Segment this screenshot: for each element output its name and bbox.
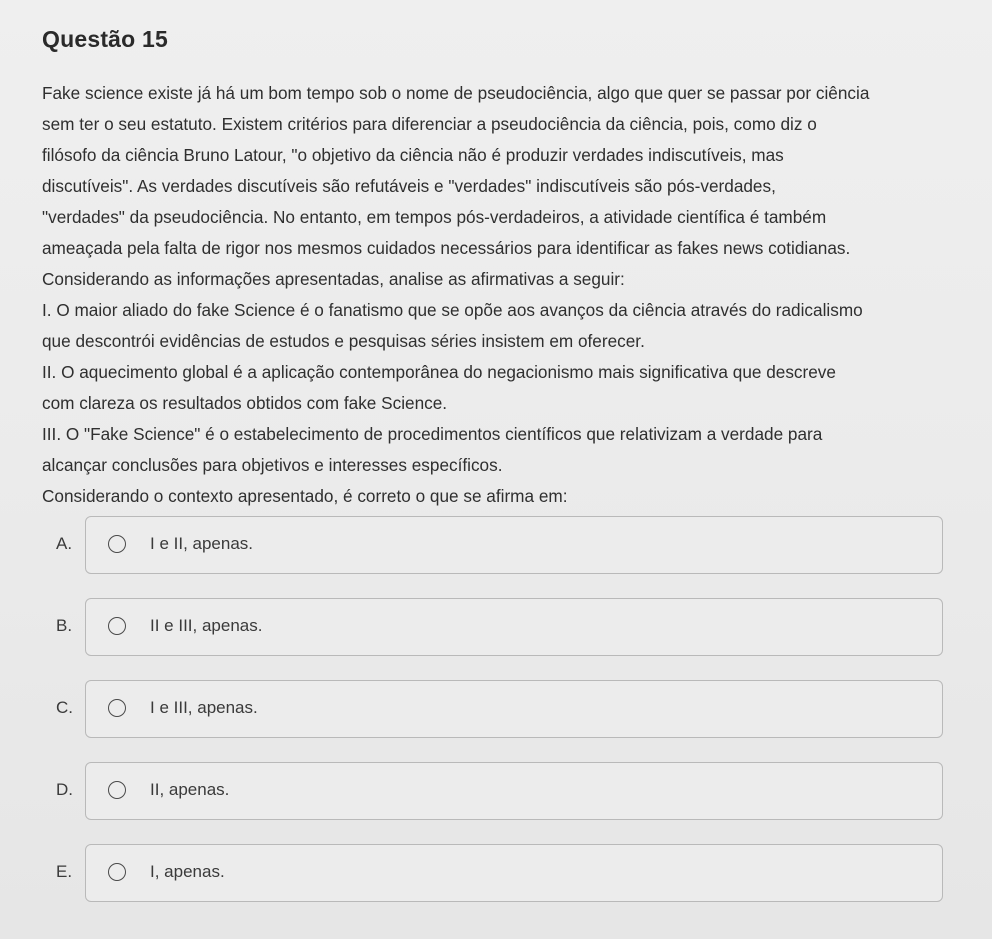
statement-line: ameaçada pela falta de rigor nos mesmos cuidados necessários para identificar as fakes news cotidianas. [42,238,851,258]
statement-line: Considerando o contexto apresentado, é correto o que se afirma em: [42,486,568,506]
option-c[interactable] [0,680,992,740]
radio-circle-icon[interactable] [108,617,126,635]
statement-line: III. O "Fake Science" é o estabelecimento de procedimentos científicos que relativizam a verdade para [42,424,823,444]
option-label: I, apenas. [150,862,225,881]
statement-line: alcançar conclusões para objetivos e interesses específicos. [42,455,503,475]
statement-line: Fake science existe já há um bom tempo sob o nome de pseudociência, algo que quer se passar por ciência [42,83,870,103]
statement-line: discutíveis". As verdades discutíveis são refutáveis e "verdades" indiscutíveis são pós-verdades, [42,176,776,196]
statement-line: II. O aquecimento global é a aplicação contemporânea do negacionismo mais significativa que descreve [42,362,836,382]
option-d[interactable] [0,762,992,822]
question-title: Questão 15 [42,26,168,52]
statement-line: filósofo da ciência Bruno Latour, "o objetivo da ciência não é produzir verdades indiscutíveis, mas [42,145,784,165]
option-label: II e III, apenas. [150,616,263,635]
option-letter: C. [56,698,73,717]
option-letter: E. [56,862,73,881]
option-a[interactable] [0,516,992,576]
statement-line: com clareza os resultados obtidos com fake Science. [42,393,448,413]
statement-line: "verdades" da pseudociência. No entanto, em tempos pós-verdadeiros, a atividade científica é também [42,207,827,227]
radio-circle-icon[interactable] [108,863,126,881]
statement-line: Considerando as informações apresentadas, analise as afirmativas a seguir: [42,269,625,289]
option-label: I e III, apenas. [150,698,258,717]
radio-circle-icon[interactable] [108,781,126,799]
question-statement [42,78,982,512]
option-b[interactable] [0,598,992,658]
statement-line: I. O maior aliado do fake Science é o fanatismo que se opõe aos avanços da ciência através do radicalismo [42,300,863,320]
option-letter: A. [56,534,73,553]
option-label: I e II, apenas. [150,534,254,553]
option-letter: B. [56,616,73,635]
radio-circle-icon[interactable] [108,535,126,553]
statement-line: que descontrói evidências de estudos e pesquisas séries insistem em oferecer. [42,331,645,351]
radio-circle-icon[interactable] [108,699,126,717]
option-e[interactable] [0,844,992,904]
option-label: II, apenas. [150,780,230,799]
statement-line: sem ter o seu estatuto. Existem critérios para diferenciar a pseudociência da ciência, pois, como diz o [42,114,817,134]
option-letter: D. [56,780,73,799]
